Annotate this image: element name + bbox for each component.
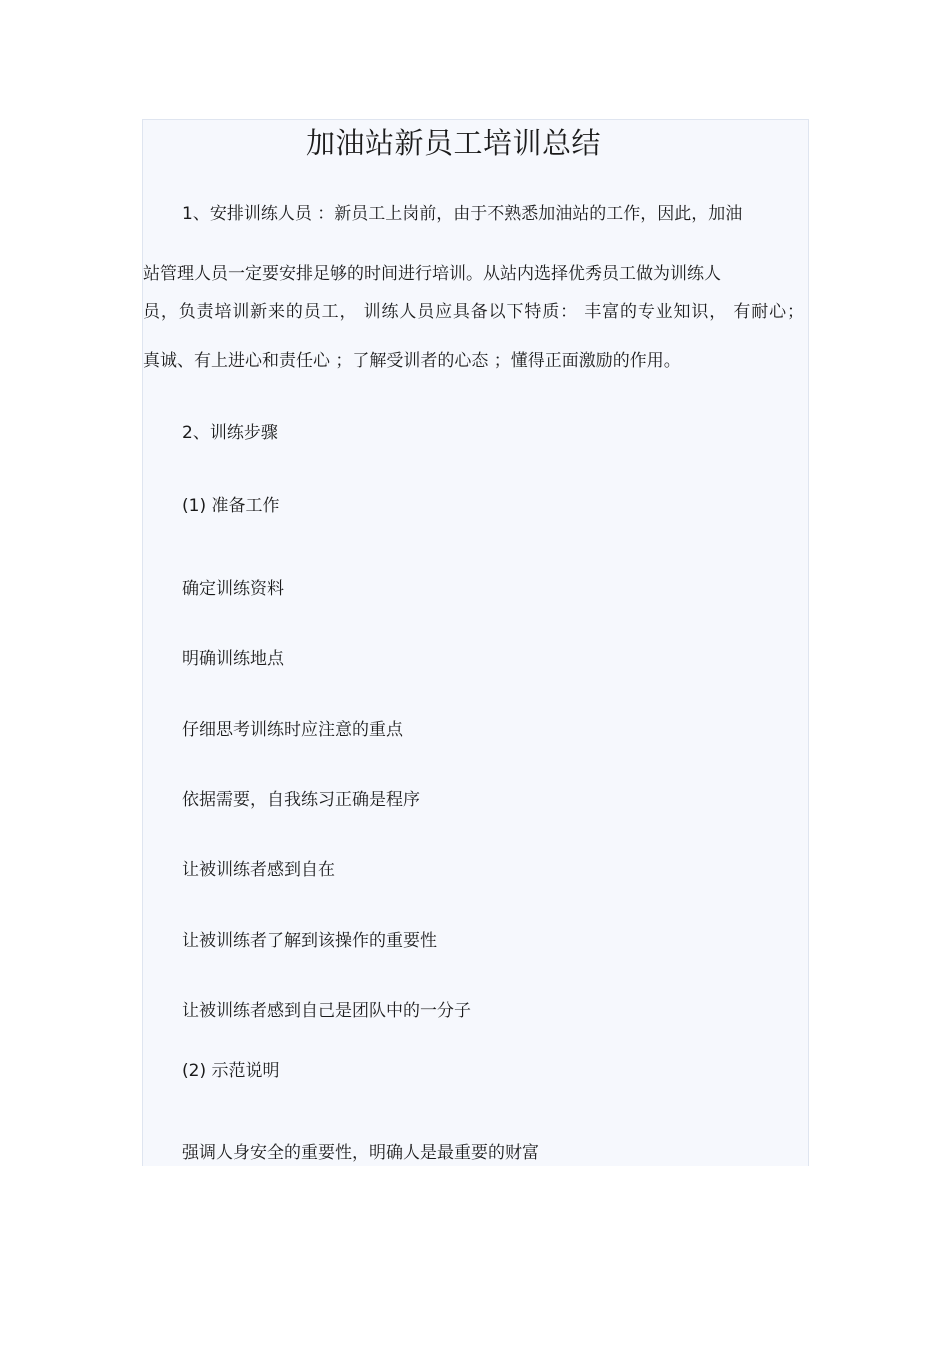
list-item: 让被训练者感到自己是团队中的一分子	[182, 1001, 471, 1021]
list-item: 确定训练资料	[182, 579, 284, 599]
paragraph-1-line-2: 站管理人员一定要安排足够的时间进行培训。从站内选择优秀员工做为训练人	[143, 264, 721, 284]
paragraph-1-line-4: 真诚、有上进心和责任心 ；了解受训者的心态 ；懂得正面激励的作用。	[143, 351, 681, 371]
list-item: 仔细思考训练时应注意的重点	[182, 720, 403, 740]
list-item: 让被训练者感到自在	[182, 860, 335, 880]
list-item: 强调人身安全的重要性，明确人是最重要的财富	[182, 1143, 539, 1163]
list-item: 让被训练者了解到该操作的重要性	[182, 931, 437, 951]
section-heading-training-steps: 2、训练步骤	[182, 423, 278, 443]
document-title: 加油站新员工培训总结	[306, 126, 602, 160]
list-item: 明确训练地点	[182, 649, 284, 669]
list-item: 依据需要，自我练习正确是程序	[182, 790, 420, 810]
paragraph-1-line-3: 员，负责培训新来的员工， 训练人员应具备以下特质： 丰富的专业知识， 有耐心；	[143, 302, 804, 322]
step-1-heading: (1) 准备工作	[182, 496, 280, 516]
step-2-heading: (2) 示范说明	[182, 1061, 280, 1081]
paragraph-1-line-1: 1、安排训练人员 ：新员工上岗前，由于不熟悉加油站的工作，因此，加油	[182, 204, 743, 224]
